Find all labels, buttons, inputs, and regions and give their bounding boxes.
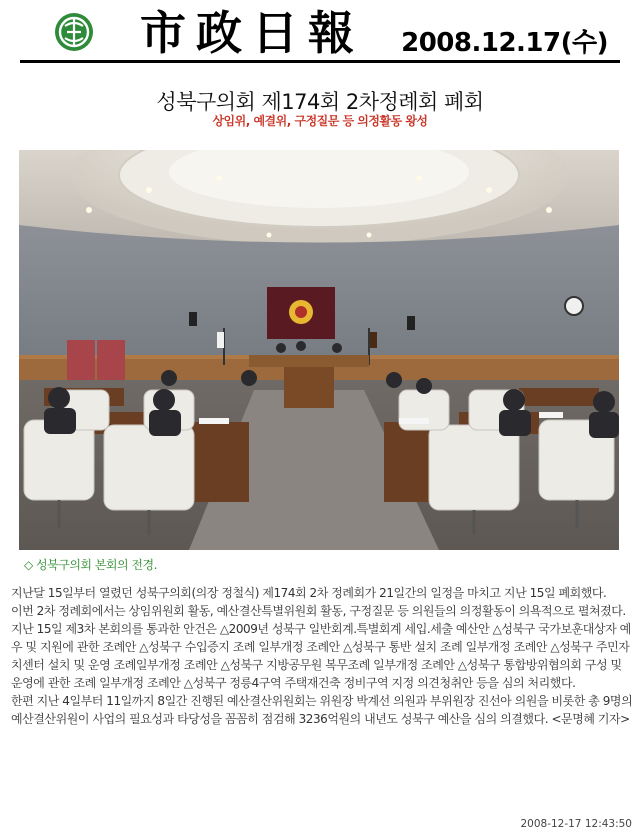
masthead-date: 2008.12.17(수): [401, 28, 608, 58]
article-paragraph: 이번 2차 정례회에서는 상임위원회 활동, 예산결산특별위원회 활동, 구정질문 등 의원들의 의정활동이 의욕적으로 펼쳐졌다.: [11, 604, 626, 618]
seongbuk-logo-icon: [54, 12, 94, 52]
council-chamber-photo: [19, 150, 619, 550]
photo-caption: ◇ 성북구의회 본회의 전경.: [24, 558, 157, 572]
article-subheadline: 상임위, 예결위, 구정질문 등 의정활동 왕성: [212, 114, 428, 128]
masthead-title: 市政日報: [140, 6, 364, 60]
article-headline: 성북구의회 제174회 2차정례회 폐회: [156, 90, 484, 114]
article-body: [11, 584, 635, 728]
article-paragraph: 한편 지난 4일부터 11일까지 8일간 진행된 예산결산위원회는 위원장 박계선 의원과 부위원장 진선아 의원을 비롯한 총 9명의 예산결산위원이 사업의 필요성과 타당성을 꼼꼼히 점검해 3236억원의 내년도 성북구 예산을 심의 의결했다. <문명혜 기자>: [11, 694, 633, 726]
masthead-rule: [20, 60, 620, 63]
article-paragraph: 지난 15일 제3차 본회의를 통과한 안건은 △2009년 성북구 일반회계.특별회계 세입.세출 예산안 △성북구 국가보훈대상자 예우 및 지원에 관한 조례안 △성북구 수입증지 조례 일부개정 조례안 △성북구 통반 설치 조례 일부개정 조례안 △성북구 주민자치센터 설치 및 운영 조례일부개정 조례안 △성북구 지방공무원 복무조례 일부개정 조례안 △성북구 통합방위협의회 구성 및 운영에 관한 조례 일부개정 조례안 △성북구 정릉4구역 주택재건축 정비구역 지정 의견청취안 등을 심의 처리했다.: [11, 622, 631, 690]
article-paragraph: 지난달 15일부터 열렸던 성북구의회(의장 정철식) 제174회 2차 정례회가 21일간의 일정을 마치고 지난 15일 폐회했다.: [11, 586, 607, 600]
masthead: [20, 8, 620, 62]
footer-timestamp: 2008-12-17 12:43:50: [520, 818, 632, 830]
